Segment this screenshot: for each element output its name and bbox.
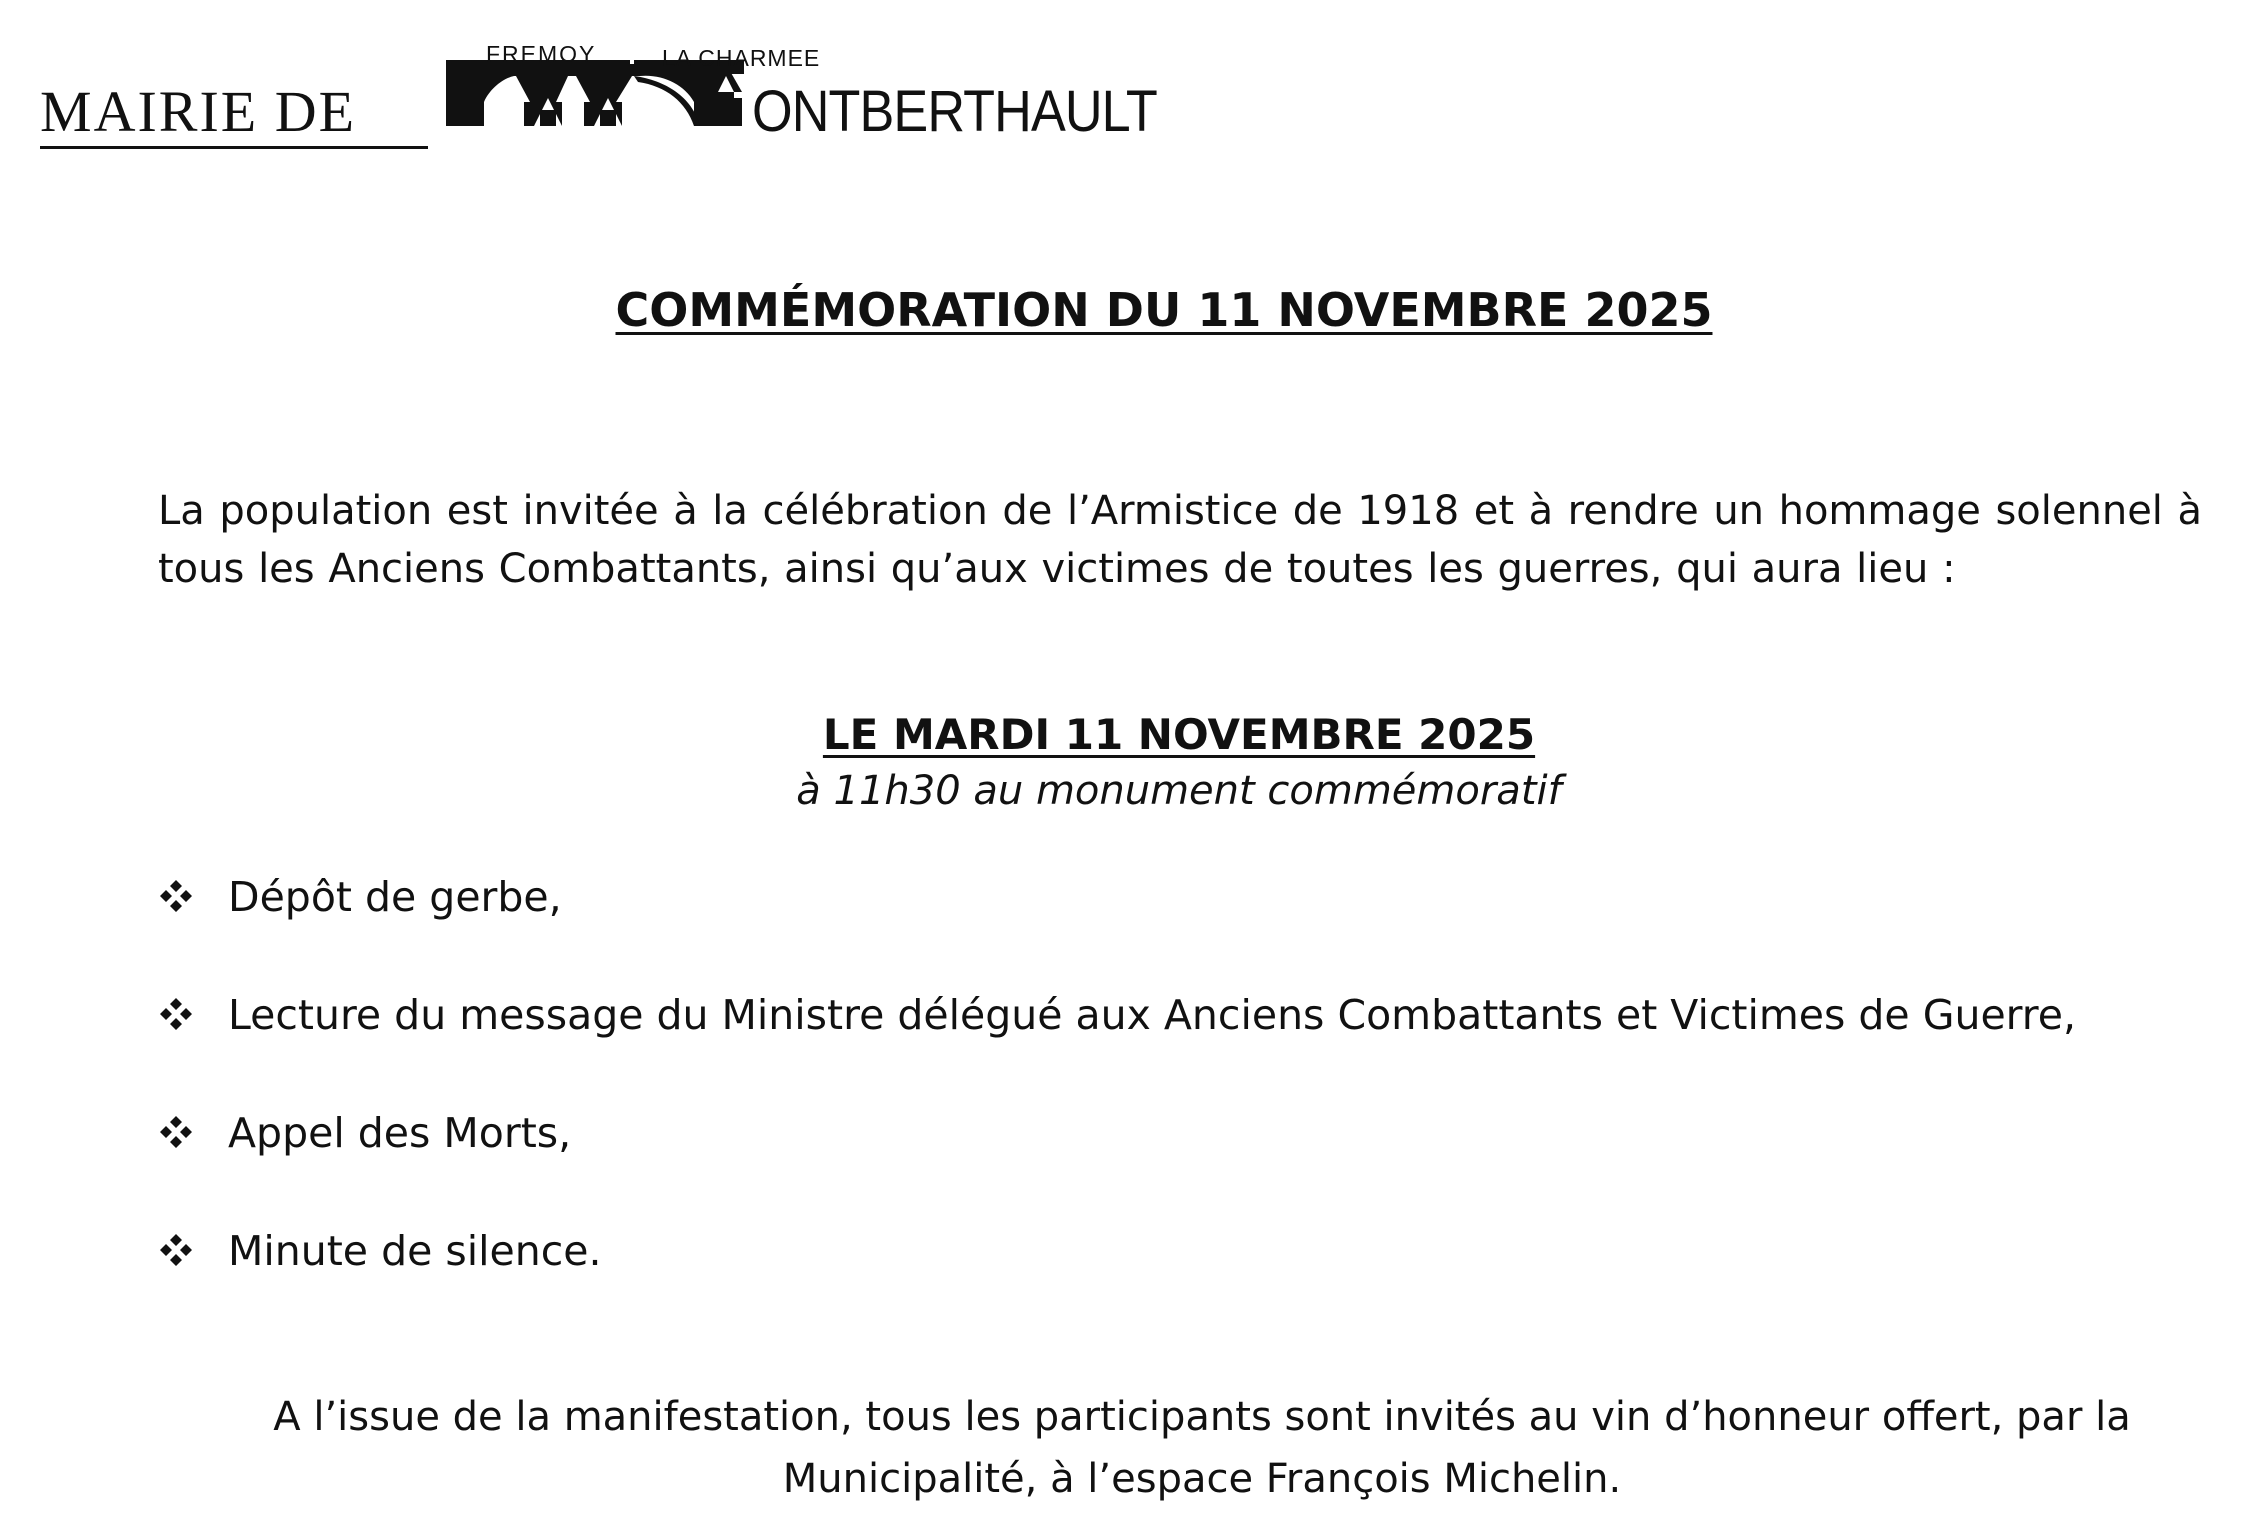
program-item-text: Lecture du message du Ministre délégué aux Anciens Combattants et Victimes de Guerre,	[228, 991, 2077, 1039]
logo-text-la-charmee: LA CHARMEE	[662, 45, 821, 71]
event-date	[0, 708, 2248, 762]
closing-line-1: A l’issue de la manifestation, tous les participants sont invités au vin d’honneur offert, par la	[273, 1394, 2131, 1440]
closing-paragraph	[180, 1386, 2224, 1510]
diamond-bullet-icon	[158, 996, 194, 1032]
letterhead-prefix: MAIRIE DE	[40, 80, 428, 149]
diamond-bullet-icon	[158, 1232, 194, 1268]
document-title-text: COMMÉMORATION DU 11 NOVEMBRE 2025	[615, 283, 1713, 337]
logo-text-fremoy: FREMOY	[486, 41, 597, 67]
letterhead	[40, 40, 1220, 150]
program-item-text: Appel des Morts,	[228, 1109, 572, 1157]
program-item-text: Minute de silence.	[228, 1227, 602, 1275]
program-item	[158, 868, 2218, 986]
program-item	[158, 1104, 2218, 1222]
program-list	[158, 868, 2218, 1340]
diamond-bullet-icon	[158, 1114, 194, 1150]
program-item	[158, 986, 2218, 1104]
municipality-logo	[444, 40, 1224, 150]
document-title	[0, 282, 2248, 338]
intro-paragraph: La population est invitée à la célébration de l’Armistice de 1918 et à rendre un hommage solennel à tous les Anciens Combattants, ainsi qu’aux victimes de toutes les guerres, qui aura lieu :	[158, 488, 2202, 592]
program-item-text: Dépôt de gerbe,	[228, 873, 562, 921]
event-date-text: LE MARDI 11 NOVEMBRE 2025	[822, 710, 1536, 759]
program-item	[158, 1222, 2218, 1340]
event-time-place: à 11h30 au monument commémoratif	[796, 768, 1562, 814]
logo-text-main: ONTBERTHAULT	[752, 79, 1157, 144]
diamond-bullet-icon	[158, 878, 194, 914]
closing-line-2: Municipalité, à l’espace François Michelin.	[782, 1456, 1622, 1502]
